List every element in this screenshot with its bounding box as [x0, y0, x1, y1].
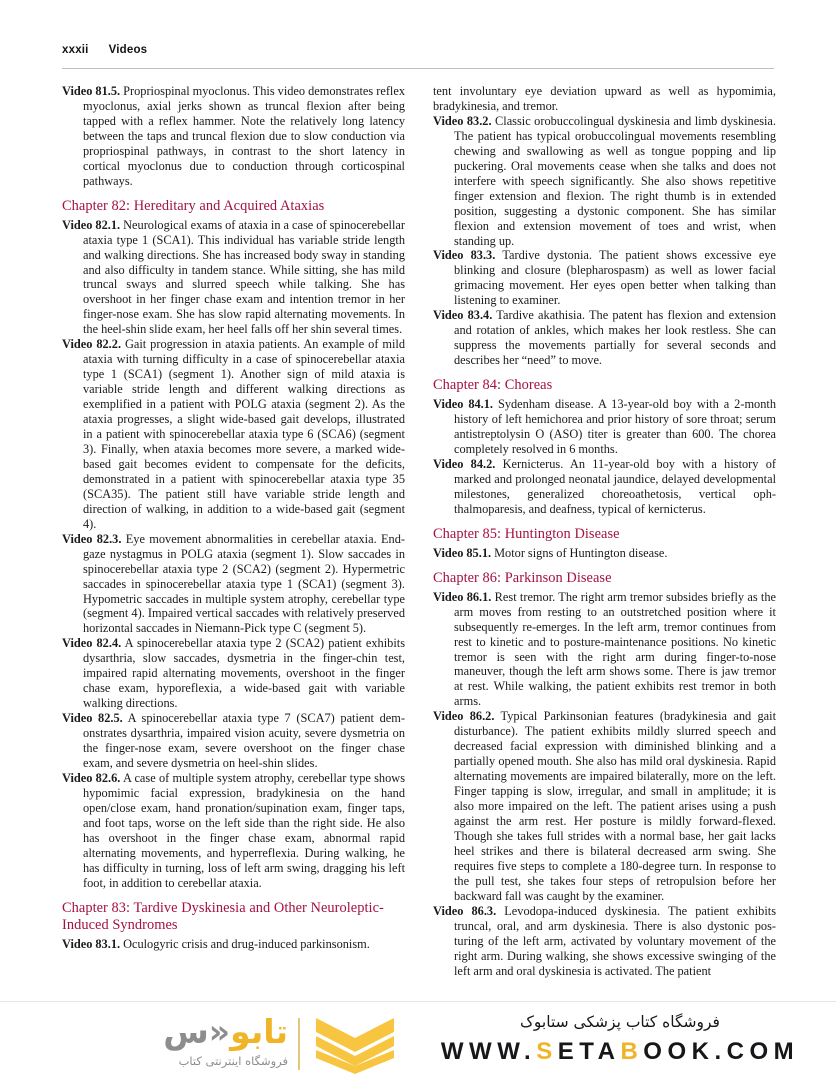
- video-entry: [433, 546, 776, 561]
- logo-wordmark-gold: تابو: [230, 1012, 288, 1051]
- video-entry: [62, 711, 405, 771]
- video-entry-text: Propriospinal myoclonus. This video demonstrates reflex myoclonus, axial jerks shown as truncal flexion after being tapped with a reflex hammer. Note the relatively long latency between the taps and truncal flexion due to slow conduction via propriospinal pathways, in contrast to the short latency in cortical myoclonus due to conduction through corticospinal pathways.: [83, 84, 405, 188]
- video-entry-label: Video 85.1.: [433, 545, 492, 560]
- video-entry: [433, 904, 776, 979]
- video-entry-text: Gait progression in ataxia patients. An example of mild ataxia with turning difficulty in a case of spinocerebellar ataxia type 1 (SCA1) (segment 1). Another sign of mild ataxia is variable stride length and different walking directions as exemplified in a patient with POLG ataxia (segment 2). As the ataxia progresses, a slight wide-based gait develops, illustrated in a patient with spinocerebellar ataxia type 6 (SCA6) (segment 3). Finally, when ataxia becomes more severe, a marked wide-based gait becomes evident to compensate for the deficits, demonstrated in a patient with spinocerebellar ataxia type 35 (SCA35). The patient still have variable stride length and direction of walking, in addition to a wide-based gait (segment 4).: [83, 337, 405, 531]
- video-entry: [433, 397, 776, 457]
- chevron-stack-icon: [314, 1016, 396, 1074]
- video-entry-label: Video 82.6.: [62, 770, 121, 785]
- footer-tagline-fa: فروشگاه کتاب پزشکی ستابوک: [520, 1013, 720, 1031]
- video-entry-text: Tardive akathisia. The patent has flexion and extension and rotation of ankles, which makes her look restless. She can suppress the movements partially for several seconds and describes her “need” to move.: [454, 308, 776, 368]
- video-entry: [62, 937, 405, 952]
- logo-wordmark: [78, 1012, 288, 1054]
- footer-url-segment: B: [620, 1038, 644, 1065]
- video-entry-label: Video 83.1.: [62, 936, 121, 951]
- chapter-heading: Chapter 86: Parkinson Disease: [433, 569, 612, 586]
- video-entry: [62, 337, 405, 531]
- right-column: [433, 84, 776, 994]
- setabook-logo: [68, 1008, 398, 1078]
- video-entry-text: Tardive dystonia. The patient shows excessive eye blinking and closure (blepharospasm) as well as lower facial grimacing movement. Her eyes open better when talking than listening to examiner.: [454, 248, 776, 308]
- footer-url[interactable]: [430, 1036, 810, 1068]
- video-entry: [433, 114, 776, 249]
- video-entry-label: Video 83.2.: [433, 113, 492, 128]
- video-entry-text: Typical Parkinsonian features (bradykinesia and gait disturbance). The patient exhibits mildly slurred speech and decreased facial expression with diminished blinking and a partially opened mouth. She also has mild oral dyskinesia. Rapid alternating movements are impaired bilaterally, more on the left. Finger tapping is slow, irregular, and small in amplitude; it is also more impaired on the left. The patient arises using a push against the arm rest. Her posture is mildly forward-flexed. Though she takes full strides with a normal base, her gait lacks heel strikes and there is bilateral decreased arm swing. She requires five steps to complete a 180-degree turn. In response to the pull test, she takes four steps of retropulsion before her backward fall was caught by the examiner.: [454, 709, 776, 903]
- video-entry-text: Oculogyric crisis and drug-induced parkinsonism.: [120, 936, 370, 951]
- video-entry-label: Video 83.3.: [433, 248, 496, 263]
- video-entry-text: Kernicterus. An 11-year-old boy with a history of marked and prolonged neonatal jaundice, delayed developmental milestones, generalized choreoathetosis, vertical ophthalmoparesis, and deafness, typical of kernicterus.: [454, 456, 776, 516]
- video-entry-text: Sydenham disease. A 13-year-old boy with a 2-month history of left hemichorea and prior history of sore throat; serum antistreptolysin O (ASO) titer is greater than 600. The chorea completely resolved in 6 months.: [454, 397, 776, 456]
- video-entry-text: Levodopa-induced dyskinesia. The patient exhibits truncal, oral, and arm dyskinesia. There is also dystonic posturing of the left arm, activated by voluntary movement of the right arm. During walking, she shows excessive swinging of the left arm and oral dyskinesia is activated. The patient: [454, 903, 776, 978]
- footer-url-segment: WWW.: [440, 1038, 537, 1065]
- paragraph-continuation: [433, 84, 776, 114]
- footer-watermark-band: [0, 1001, 836, 1081]
- footer-url-segment: ETA: [557, 1038, 621, 1065]
- video-entry-text: Classic orobuccolingual dyskinesia and limb dyskinesia. The patient has typical orobuccolingual movements resembling chewing and swallowing as well as tongue popping and lip puckering. Oral movements cease when she talks and does not interfere with speech significantly. She also shows repetitive finger extension and flexion. The right thumb is in extended position, suggesting a dystonic component. She has similar flexion and extension movement of toes and wrist, when standing up.: [454, 113, 776, 248]
- video-entry-text: Rest tremor. The right arm tremor subsides briefly as the arm moves from resting to an outstretched position where it subsequently re-emerges. In the left arm, tremor continues from rest to kinetic and to posture-maintenance positions. No kinetic tremor is seen with the right arm during finger-to-nose maneuver, though the left arm shows some. There is jaw tremor at rest. While walking, the patient exhibits rest tremor in both arms.: [454, 589, 776, 709]
- video-entry-label: Video 86.1.: [433, 589, 492, 604]
- video-entry: [433, 457, 776, 517]
- video-entry-label: Video 81.5.: [62, 84, 121, 98]
- page-folio: xxxii: [62, 44, 89, 56]
- video-entry-label: Video 86.3.: [433, 903, 497, 918]
- video-entry-label: Video 86.2.: [433, 709, 495, 724]
- logo-divider: [298, 1018, 300, 1070]
- video-entry-label: Video 83.4.: [433, 308, 493, 323]
- video-entry: [62, 218, 405, 338]
- logo-wordmark-grey: «س: [163, 1012, 231, 1051]
- video-entry-text: tent involuntary eye deviation upward as well as hypomimia, bradykinesia, and tremor.: [433, 84, 776, 113]
- chapter-heading: Chapter 83: Tardive Dyskinesia and Other Neuroleptic-Induced Syndromes: [62, 899, 384, 933]
- video-entry-label: Video 82.2.: [62, 337, 122, 352]
- video-entry: [62, 84, 405, 189]
- left-column: [62, 84, 405, 994]
- video-entry-text: A case of multiple system atrophy, cerebellar type shows hypomimic facial expression, bradykinesia on the hand open/close exam, hand pronation/supination exam, finger taps, and foot taps, worse on the left side than the right side. He also has overshoot in the finger chase exam, abnormal rapid alternating movements, and hyperreflexia. During walking, he has difficulty in turning, loss of left arm swing, dragging his left foot, in addition to cerebellar ataxia.: [83, 770, 405, 890]
- footer-url-segment: OOK.COM: [643, 1038, 800, 1065]
- video-entry: [433, 590, 776, 710]
- video-entry: [62, 532, 405, 637]
- video-entry: [433, 308, 776, 368]
- video-entry-label: Video 82.4.: [62, 636, 122, 651]
- video-entry-text: A spinocerebellar ataxia type 7 (SCA7) patient demonstrates dysarthria, impaired vision acuity, severe dysmetria on the finger-nose exam, severe overshoot on the finger chase exam, and severe dysmetria on heel-shin slides.: [83, 711, 405, 770]
- running-head-section: Videos: [108, 44, 148, 56]
- chapter-heading: Chapter 82: Hereditary and Acquired Ataxias: [62, 197, 325, 214]
- video-entry: [433, 709, 776, 903]
- video-entry-text: Eye movement abnormalities in cerebellar ataxia. End-gaze nystagmus in POLG ataxia (segment 1). Slow saccades in spinocerebellar ataxia type 2 (SCA2) (segment 2). Hypermetric saccades in spinocerebellar ataxia type 1 (SCA1) (segment 3). Hypometric saccades in multiple system atrophy, cerebellar type (segment 4). Impaired vertical saccades with relatively preserved horizontal saccades in Niemann-Pick type C (segment 5).: [83, 531, 405, 636]
- video-entry-text: Neurological exams of ataxia in a case of spinocerebellar ataxia type 1 (SCA1). This individual has variable stride length and walking directions. She has increased body sway in standing and also difficulty in tandem stance. While sitting, she has mild truncal sways and slurred speech while talking. She has overshoot in her finger chase exam and intention tremor in her finger-nose exam. She has slow rapid alternating movements. In the heel-shin slide exam, her heel falls off her shin several times.: [83, 217, 405, 337]
- video-entry-label: Video 82.3.: [62, 531, 122, 546]
- footer-brand: [430, 1010, 810, 1068]
- logo-chevron-icon: [314, 1016, 396, 1074]
- video-entry-text: A spinocerebellar ataxia type 2 (SCA2) patient exhibits dysarthria, slow saccades, dysmetria in the finger-chin test, impaired rapid alternating movements, overshoot in the finger chase exam, hyporeflexia, a wide-based gait with variable walking directions.: [83, 636, 405, 711]
- body-columns: [62, 84, 776, 994]
- video-entry-label: Video 84.2.: [433, 456, 496, 471]
- video-entry: [62, 771, 405, 891]
- video-entry-text: Motor signs of Huntington disease.: [491, 545, 668, 560]
- running-head-rule: [62, 68, 774, 69]
- running-head: [62, 44, 774, 66]
- logo-tagline: فروشگاه اینترنتی کتاب: [178, 1054, 288, 1068]
- video-entry: [433, 248, 776, 308]
- video-entry-label: Video 84.1.: [433, 397, 494, 412]
- chapter-heading: Chapter 84: Choreas: [433, 377, 553, 394]
- video-entry-label: Video 82.1.: [62, 217, 121, 232]
- footer-url-segment: S: [536, 1038, 558, 1065]
- video-entry-label: Video 82.5.: [62, 711, 123, 726]
- chapter-heading: Chapter 85: Huntington Disease: [433, 525, 620, 542]
- video-entry: [62, 636, 405, 711]
